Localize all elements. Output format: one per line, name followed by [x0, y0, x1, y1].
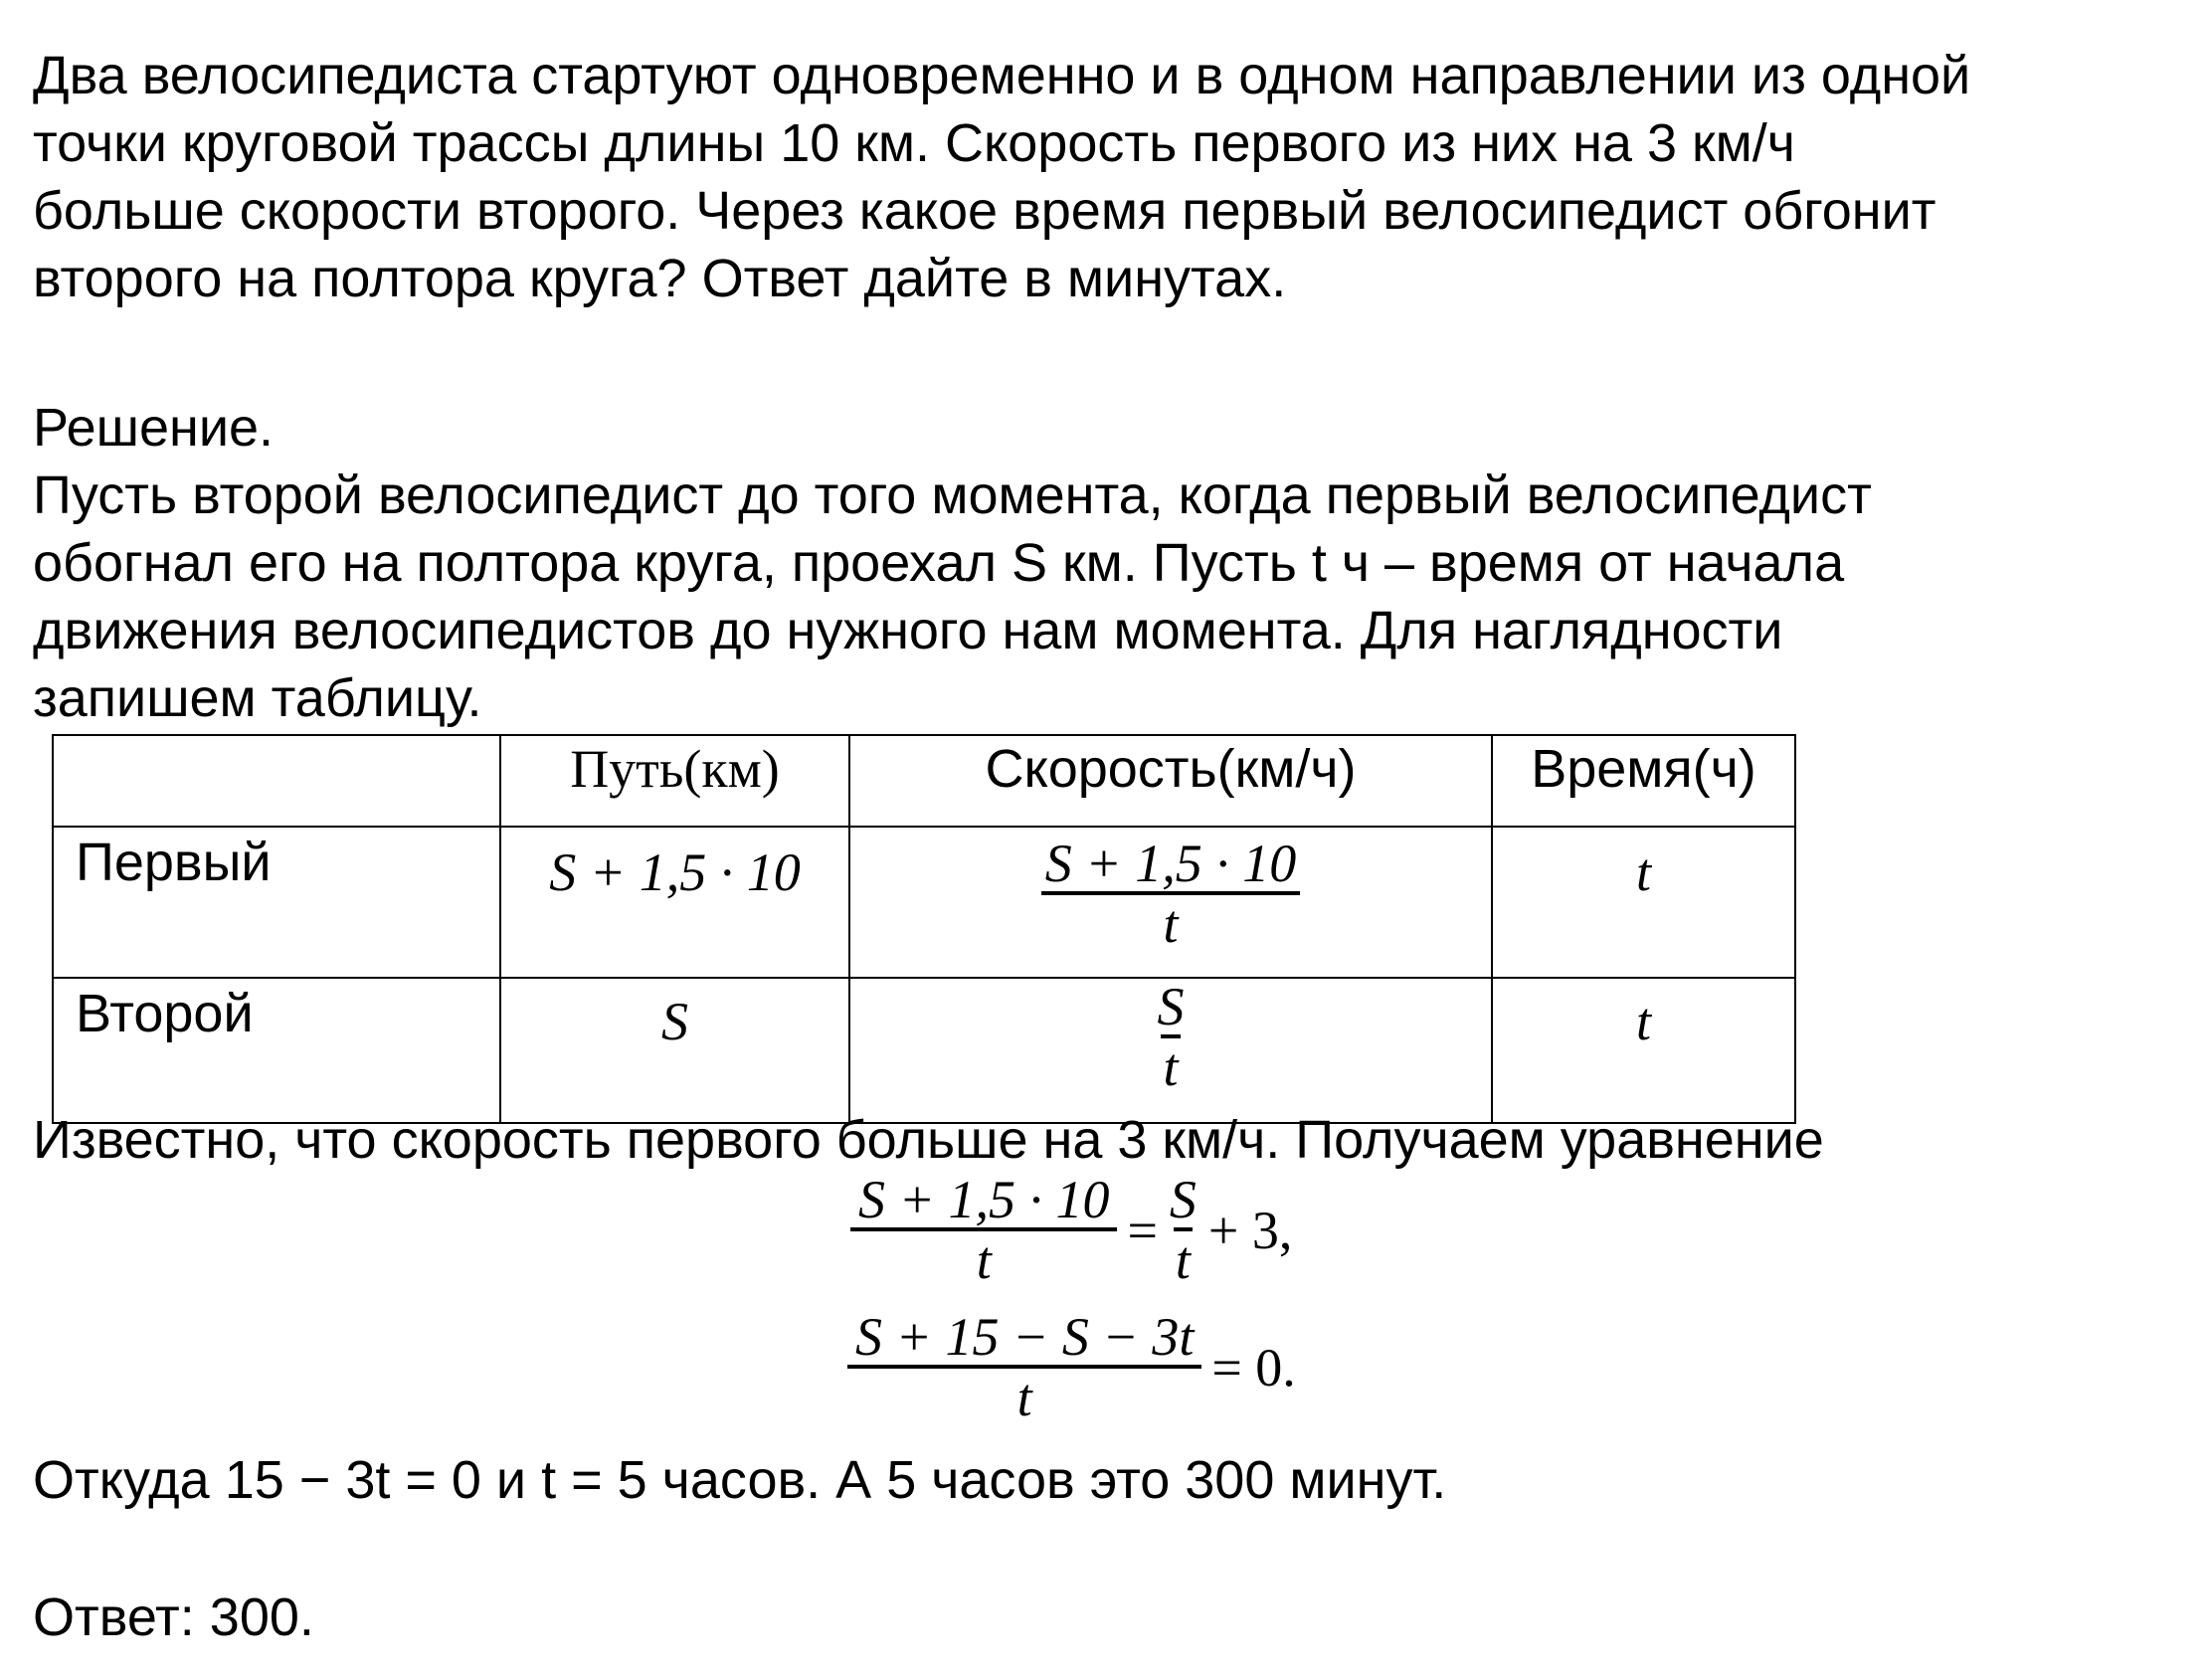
motion-table: [52, 734, 1796, 1124]
fraction-numerator: S + 1,5 · 10: [858, 1170, 1110, 1229]
speed-fraction: [1041, 836, 1300, 953]
problem-line: больше скорости второго. Через какое время первый велосипедист обгонит: [33, 181, 1936, 241]
equation-fraction: [1168, 1172, 1198, 1289]
time-cell: t: [1492, 978, 1795, 1123]
conclusion-line: Откуда 15 − 3t = 0 и t = 5 часов. А 5 часов это 300 минут.: [33, 1450, 1447, 1510]
paragraph-line: запишем таблицу.: [33, 668, 482, 728]
fraction-numerator: S: [1157, 977, 1185, 1036]
table-header-empty: [53, 735, 500, 827]
path-cell: S + 1,5 · 10: [500, 827, 849, 978]
fraction-denominator: t: [847, 1365, 1201, 1426]
path-cell: S: [500, 978, 849, 1123]
known-line: Известно, что скорость первого больше на 3 км/ч. Получаем уравнение: [33, 1110, 1824, 1170]
problem-line: точки круговой трассы длины 10 км. Скорость первого из них на 3 км/ч: [33, 113, 1795, 173]
time-cell: t: [1492, 827, 1795, 978]
fraction-numerator: S + 1,5 · 10: [1044, 834, 1297, 893]
fraction-numerator: S: [1169, 1170, 1197, 1229]
equation-fraction: [850, 1172, 1117, 1289]
fraction-denominator: t: [1174, 1227, 1193, 1289]
problem-statement: [33, 42, 2179, 312]
fraction-denominator: t: [850, 1227, 1117, 1289]
answer-line: Ответ: 300.: [33, 1587, 314, 1647]
solution-paragraph: [33, 462, 2179, 732]
paragraph-line: Пусть второй велосипедист до того момента, когда первый велосипедист: [33, 466, 1872, 525]
table-row: [53, 978, 1795, 1123]
row-label: Первый: [53, 827, 500, 978]
fraction-denominator: t: [1041, 891, 1300, 953]
equation-fraction: [847, 1309, 1201, 1426]
solution-heading: Решение.: [33, 398, 275, 458]
problem-line: второго на полтора круга? Ответ дайте в минутах.: [33, 249, 1287, 308]
fraction-numerator: S + 15 − S − 3t: [855, 1307, 1195, 1367]
equation-tail: = 0.: [1211, 1338, 1296, 1397]
table-header-speed: Скорость(км/ч): [849, 735, 1492, 827]
equation-2: [847, 1309, 1306, 1426]
equation-1: [850, 1172, 1302, 1289]
speed-cell: [849, 978, 1492, 1123]
problem-line: Два велосипедиста стартуют одновременно и в одном направлении из одной: [33, 46, 1971, 105]
row-label: Второй: [53, 978, 500, 1123]
paragraph-line: обогнал его на полтора круга, проехал S км. Пусть t ч – время от начала: [33, 533, 1845, 593]
paragraph-line: движения велосипедистов до нужного нам момента. Для наглядности: [33, 601, 1783, 660]
equals-sign: =: [1127, 1201, 1158, 1260]
table-row: [53, 827, 1795, 978]
table-header-path: Путь(км): [500, 735, 849, 827]
table-header-time: Время(ч): [1492, 735, 1795, 827]
speed-cell: [849, 827, 1492, 978]
fraction-denominator: t: [1161, 1034, 1180, 1096]
equation-tail: + 3,: [1207, 1201, 1293, 1260]
speed-fraction: [1156, 979, 1187, 1096]
